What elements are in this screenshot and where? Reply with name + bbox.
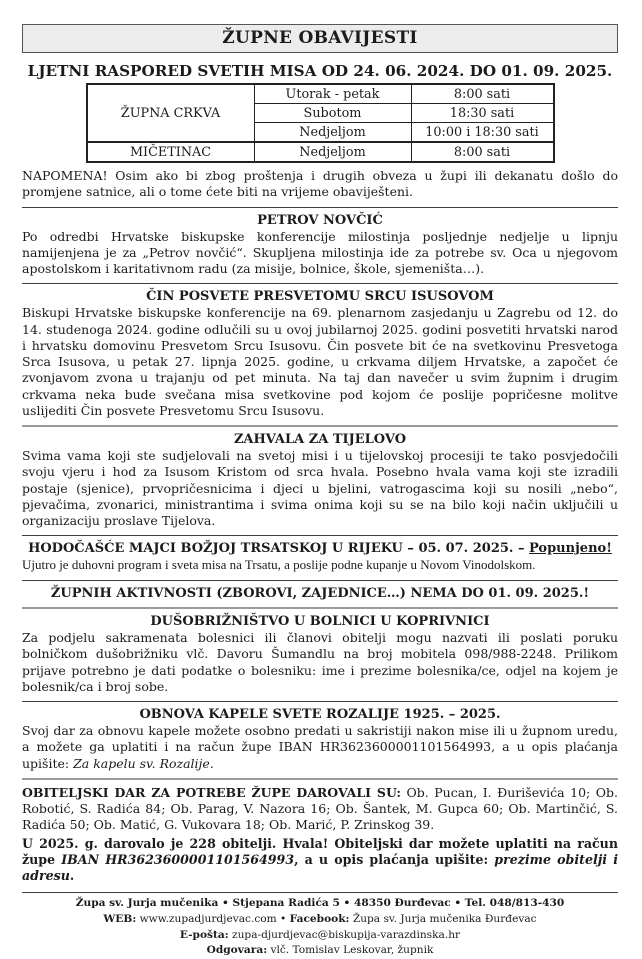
- section-body-petrov-novcic: Po odredbi Hrvatske biskupske konferencije milostinja posljednje nedjelje u lipnju namijenjena je za „Petrov novčić“. Skupljena milostinja ide za potrebe sv. Oca u njegovom apostolskom i karitativnom radu (za misije, bolnice, škole, sjemeništa…).: [22, 228, 618, 276]
- obnova-body-text: Svoj dar za obnovu kapele možete osobno predati u sakristiji nakon mise ili u župnom uredu, a možete ga uplatiti i na račun župe IBAN HR3623600001101564993, a u opis plaćanja upišite:: [22, 723, 618, 771]
- hodocasce-full-badge: Popunjeno!: [529, 541, 612, 557]
- table-row: [87, 84, 554, 104]
- gift-note-iban: IBAN HR3623600001101564993: [61, 852, 295, 867]
- section-body-obnova-kapele: [22, 723, 618, 772]
- footer-responsible-line: [22, 943, 618, 959]
- gift-note-emphasis: prezime obitelji i adresu: [22, 852, 618, 884]
- gift-note-text: , a u opis plaćanja upišite:: [294, 852, 495, 867]
- schedule-heading: LJETNI RASPORED SVETIH MISA OD 24. 06. 2024. DO 01. 09. 2025.: [27, 62, 613, 80]
- table-row: [87, 142, 554, 162]
- gift-note-text: .: [69, 868, 75, 884]
- footer-responsible-name: vlč. Tomislav Leskovar, župnik: [267, 944, 434, 957]
- page-title-text: ŽUPNE OBAVIJESTI: [222, 28, 418, 48]
- footer-web-line: [22, 912, 618, 928]
- location-cell-zupna-crkva: ŽUPNA CRKVA: [87, 84, 255, 142]
- section-divider: [22, 701, 618, 702]
- section-body-zahvala: Svima vama koji ste sudjelovali na svetoj misi i u tijelovskoj procesiji te tako posvjedočili svoju vjeru i hod za Isusom Kristom od srca hvala. Posebno hvala vama koji ste izradili postaje (sjenice), prvopričesnicima i djeci u bjelini, vatrogascima koji su nosili „nebo“, pjevačima, zvonarici, ministrantima i svima onima koji su se na bilo koji način uključili u organizaciju proslave Tijelova.: [22, 448, 618, 528]
- obnova-payment-reference: Za kapelu sv. Rozalije.: [73, 755, 214, 771]
- page-title: [22, 24, 618, 53]
- family-gift-note: [22, 836, 618, 885]
- section-heading-petrov-novcic: PETROV NOVČIĆ: [257, 212, 383, 228]
- section-divider: [22, 607, 618, 609]
- time-cell: 18:30 sati: [411, 104, 554, 123]
- footer-web-url: www.zupadjurdjevac.com •: [136, 912, 290, 925]
- footer-responsible-label: Odgovara:: [206, 944, 268, 957]
- footer-facebook-name: Župa sv. Jurja mučenika Đurđevac: [349, 912, 537, 925]
- section-heading-zahvala: ZAHVALA ZA TIJELOVO: [233, 432, 407, 447]
- footer-email-line: [22, 928, 618, 944]
- day-cell: Nedjeljom: [254, 142, 411, 162]
- mass-schedule-table: [86, 83, 555, 163]
- section-body-hodocasce: Ujutro je duhovni program i sveta misa na Trsatu, a poslije podne kupanje u Novom Vinodolskom.: [22, 557, 536, 573]
- section-heading-obnova-kapele: OBNOVA KAPELE SVETE ROZALIJE 1925. – 2025.: [139, 707, 501, 723]
- time-cell: 8:00 sati: [411, 142, 554, 162]
- section-heading-aktivnosti: ŽUPNIH AKTIVNOSTI (ZBOROVI, ZAJEDNICE…) NEMA DO 01. 09. 2025.!: [50, 586, 590, 602]
- family-gift-list: Ob. Pucan, I. Đuriševića 10; Ob. Robotić, S. Radića 84; Ob. Parag, V. Nazora 16; Ob. Šantek, M. Gupca 60; Ob. Martinčić, S. Radića 50; Ob. Matić, G. Vukovara 18; Ob. Marić, P. Zrinskog 39.: [22, 784, 618, 833]
- section-heading-hodocasce: [22, 541, 618, 556]
- footer-web-label: WEB:: [103, 912, 137, 925]
- section-divider: [22, 535, 618, 536]
- napomena-paragraph: NAPOMENA! Osim ako bi zbog proštenja i drugih obveza u župi ili dekanatu došlo do promjene satnice, ali o tome ćete biti na vrijeme obaviješteni.: [22, 168, 618, 200]
- section-divider: [22, 425, 618, 427]
- gift-note-text: U 2025. g. darovalo je 228 obitelji. Hvala! Obiteljski dar možete uplatiti na račun župe: [22, 835, 618, 867]
- day-cell: Subotom: [254, 104, 411, 123]
- time-cell: 10:00 i 18:30 sati: [411, 123, 554, 143]
- section-body-cin-posvete: Biskupi Hrvatske biskupske konferencije na 69. plenarnom zasjedanju u Zagrebu od 12. do 14. studenoga 2024. godine odlučili su u ovoj jubilarnoj 2025. godini posvetiti hrvatski narod i hrvatsku domovinu Presvetom Srcu Isusovu. Čin posvete bit će na svetkovinu Presvetoga Srca Isusova, u petak 27. lipnja 2025. godine, u crkvama diljem Hrvatske, a započet će zvonjavom zvona u trajanju od pet minuta. Na taj dan navečer u svim župnim i drugim crkvama neka bude svečana misa svetkovine pod kojom će poslije popričesne molitve uslijediti Čin posvete Presvetomu Srcu Isusovu.: [22, 305, 618, 418]
- day-cell: Nedjeljom: [254, 123, 411, 143]
- footer-email-label: E-pošta:: [179, 928, 229, 941]
- hodocasce-heading-text: HODOČAŠĆE MAJCI BOŽJOJ TRSATSKOJ U RIJEKU – 05. 07. 2025. –: [28, 541, 529, 557]
- location-cell-micetinac: MIČETINAC: [87, 142, 255, 162]
- family-gift-lead: OBITELJSKI DAR ZA POTREBE ŽUPE DAROVALI SU:: [22, 784, 402, 800]
- footer-parish-address: Župa sv. Jurja mučenika • Stjepana Radića 5 • 48350 Đurđevac • Tel. 048/813-430: [75, 896, 565, 909]
- section-heading-dusobriznistvo: DUŠOBRIŽNIŠTVO U BOLNICI U KOPRIVNICI: [150, 614, 490, 630]
- section-divider: [22, 283, 618, 284]
- section-divider: [22, 207, 618, 208]
- day-cell: Utorak - petak: [254, 84, 411, 104]
- time-cell: 8:00 sati: [411, 84, 554, 104]
- section-divider: [22, 580, 618, 581]
- section-body-dusobriznistvo: Za podjelu sakramenata bolesnici ili članovi obitelji mogu nazvati ili poslati poruku bolničkom dušobrižniku vlč. Davoru Šumandlu na broj mobitela 098/988-2248. Prilikom prijave potrebno je dati podatke o bolesniku: ime i prezime bolesnika/ce, odjel na kojem je bolesnik/ca i broj sobe.: [22, 630, 618, 694]
- section-heading-cin-posvete: ČIN POSVETE PRESVETOMU SRCU ISUSOVOM: [146, 289, 494, 305]
- footer-email-address: zupa-djurdjevac@biskupija-varazdinska.hr: [228, 928, 461, 941]
- footer: [22, 892, 618, 959]
- footer-facebook-label: Facebook:: [289, 912, 350, 925]
- family-gift-paragraph: [22, 785, 618, 834]
- section-divider: [22, 778, 618, 780]
